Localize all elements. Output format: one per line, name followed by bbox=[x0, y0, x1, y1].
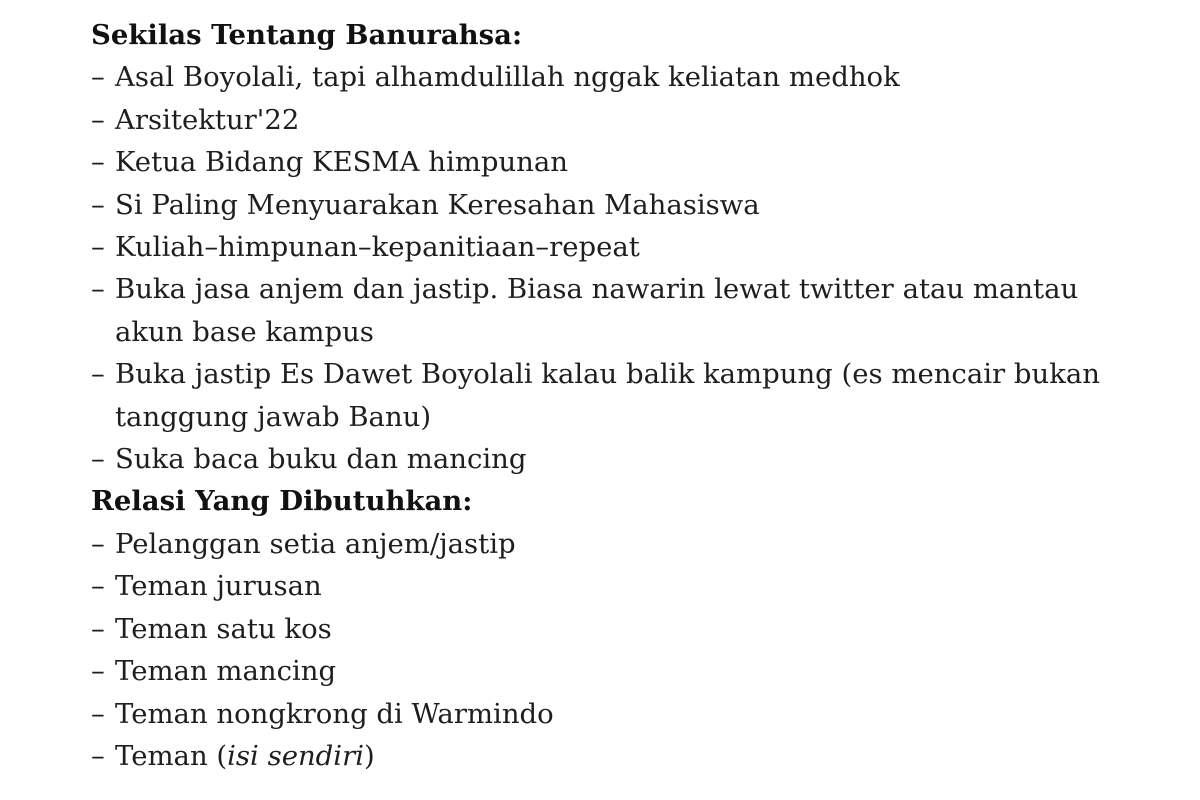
bullet-dash: – bbox=[91, 231, 105, 264]
list-item bbox=[91, 565, 1151, 607]
list-item bbox=[91, 268, 1151, 353]
section-heading: Relasi Yang Dibutuhkan: bbox=[91, 485, 473, 518]
list-item-text: Si Paling Menyuarakan Keresahan Mahasiswa bbox=[115, 188, 760, 221]
list-item-suffix: ) bbox=[364, 739, 375, 772]
section-profile bbox=[91, 14, 1151, 480]
list-item-text: Teman nongkrong di Warmindo bbox=[115, 697, 554, 730]
bullet-dash: – bbox=[91, 739, 105, 772]
list-item bbox=[91, 99, 1151, 141]
list-item bbox=[91, 226, 1151, 268]
bullet-dash: – bbox=[91, 697, 105, 730]
list-item-text: Arsitektur'22 bbox=[115, 103, 300, 136]
section-relations bbox=[91, 480, 1151, 777]
list-item bbox=[91, 438, 1151, 480]
list-item-prefix: Teman ( bbox=[115, 739, 228, 772]
relations-list bbox=[91, 523, 1151, 777]
list-item-text: Buka jastip Es Dawet Boyolali kalau balik kampung (es mencair bukan tanggung jawab Banu) bbox=[115, 358, 1100, 433]
list-item bbox=[91, 184, 1151, 226]
list-item-text bbox=[115, 735, 1151, 777]
bullet-dash: – bbox=[91, 443, 105, 476]
list-item-text: Ketua Bidang KESMA himpunan bbox=[115, 146, 568, 179]
list-item bbox=[91, 141, 1151, 183]
list-item-italic: isi sendiri bbox=[227, 739, 365, 772]
bullet-dash: – bbox=[91, 358, 105, 391]
list-item bbox=[91, 693, 1151, 735]
bullet-dash: – bbox=[91, 103, 105, 136]
bullet-dash: – bbox=[91, 188, 105, 221]
list-item-text: Kuliah–himpunan–kepanitiaan–repeat bbox=[115, 231, 640, 264]
section-heading: Sekilas Tentang Banurahsa: bbox=[91, 19, 523, 51]
list-item-text: Suka baca buku dan mancing bbox=[115, 443, 527, 476]
list-item bbox=[91, 353, 1151, 438]
list-item-text: Teman satu kos bbox=[115, 612, 332, 645]
list-item bbox=[91, 735, 1151, 777]
list-item bbox=[91, 608, 1151, 650]
bullet-dash: – bbox=[91, 527, 105, 560]
list-item-text: Asal Boyolali, tapi alhamdulillah nggak keliatan medhok bbox=[115, 61, 900, 94]
document-body bbox=[91, 14, 1151, 777]
bullet-dash: – bbox=[91, 655, 105, 688]
profile-list bbox=[91, 56, 1151, 480]
bullet-dash: – bbox=[91, 612, 105, 645]
list-item bbox=[91, 650, 1151, 692]
list-item-text: Teman jurusan bbox=[115, 570, 322, 603]
bullet-dash: – bbox=[91, 146, 105, 179]
list-item bbox=[91, 56, 1151, 98]
bullet-dash: – bbox=[91, 61, 105, 94]
list-item-text: Teman mancing bbox=[115, 655, 337, 688]
list-item-text: Buka jasa anjem dan jastip. Biasa nawarin lewat twitter atau mantau akun base kampus bbox=[115, 273, 1079, 348]
bullet-dash: – bbox=[91, 570, 105, 603]
list-item-text: Pelanggan setia anjem/jastip bbox=[115, 527, 516, 560]
list-item bbox=[91, 523, 1151, 565]
bullet-dash: – bbox=[91, 273, 105, 306]
